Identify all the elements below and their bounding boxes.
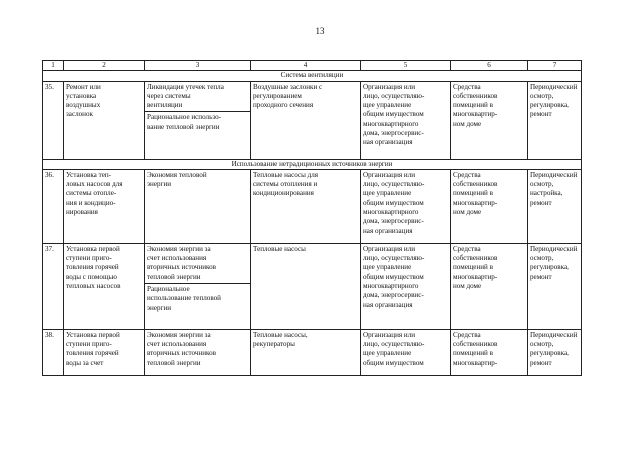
- column-header: 5: [361, 61, 451, 71]
- equipment-cell: Тепловые насосы, рекуператоры: [251, 329, 361, 375]
- page-number: 13: [315, 26, 325, 36]
- executor-cell: Организация или лицо, осуществляю- щее управление общим имуществом: [361, 329, 451, 375]
- goal-cell: [145, 81, 251, 159]
- column-header: 2: [64, 61, 145, 71]
- column-header: 7: [528, 61, 582, 71]
- funding-cell: Средства собственников помещений в многоквартир-: [451, 329, 528, 375]
- measure-cell: Ремонт или установка воздушных заслонок: [64, 81, 145, 159]
- equipment-cell: Воздушные заслонки с регулированием проходного сечения: [251, 81, 361, 159]
- column-header: 1: [43, 61, 64, 71]
- funding-cell: Средства собственников помещений в многоквартир- ном доме: [451, 81, 528, 159]
- measure-cell: Установка теп- ловых насосов для системы отопле- ния и кондицио- нирования: [64, 169, 145, 243]
- maintenance-cell: Периодический осмотр, регулировка, ремонт: [528, 81, 582, 159]
- maintenance-cell: Периодический осмотр, регулировка, ремонт: [528, 243, 582, 329]
- row-number: 38.: [43, 329, 64, 375]
- row-number: 36.: [43, 169, 64, 243]
- goal-text-secondary: Рациональное использование тепловой энергии: [145, 283, 250, 313]
- section-row: [43, 159, 582, 169]
- table-row: [43, 329, 582, 375]
- column-header: 3: [145, 61, 251, 71]
- maintenance-cell: Периодический осмотр, регулировка, ремонт: [528, 329, 582, 375]
- maintenance-cell: Периодический осмотр, настройка, ремонт: [528, 169, 582, 243]
- row-number: 37.: [43, 243, 64, 329]
- column-header: 4: [251, 61, 361, 71]
- table-row: [43, 81, 582, 159]
- measures-table: [42, 60, 582, 376]
- funding-cell: Средства собственников помещений в многоквартир- ном доме: [451, 243, 528, 329]
- section-title: Система вентиляции: [43, 71, 582, 81]
- goal-cell: [145, 243, 251, 329]
- goal-text: Экономия энергии за счет использования вторичных источников тепловой энергии: [147, 244, 216, 281]
- measure-cell: Установка первой ступени приго- товления горячей воды за счет: [64, 329, 145, 375]
- section-row: [43, 71, 582, 81]
- row-number: 35.: [43, 81, 64, 159]
- executor-cell: Организация или лицо, осуществляю- щее управление общим имуществом многоквартирного дома, энергосервис- ная организация: [361, 169, 451, 243]
- measure-cell: Установка первой ступени приго- товления горячей воды с помощью тепловых насосов: [64, 243, 145, 329]
- funding-cell: Средства собственников помещений в многоквартир- ном доме: [451, 169, 528, 243]
- executor-cell: Организация или лицо, осуществляю- щее управление общим имуществом многоквартирного дома, энергосервис- ная организация: [361, 243, 451, 329]
- goal-text-secondary: Рациональное использо- вание тепловой энергии: [145, 111, 250, 132]
- equipment-cell: Тепловые насосы: [251, 243, 361, 329]
- table-row: [43, 243, 582, 329]
- goal-text: Ликвидация утечек тепла через системы вентиляции: [147, 82, 224, 110]
- table-row: [43, 169, 582, 243]
- executor-cell: Организация или лицо, осуществляю- щее управление общим имуществом многоквартирного дома, энергосервис- ная организация: [361, 81, 451, 159]
- column-header: 6: [451, 61, 528, 71]
- goal-cell: Экономия тепловой энергии: [145, 169, 251, 243]
- column-number-row: [43, 61, 582, 71]
- equipment-cell: Тепловые насосы для системы отопления и кондиционирования: [251, 169, 361, 243]
- goal-cell: Экономия энергии за счет использования вторичных источников тепловой энергии: [145, 329, 251, 375]
- section-title: Использование нетрадиционных источников энергии: [43, 159, 582, 169]
